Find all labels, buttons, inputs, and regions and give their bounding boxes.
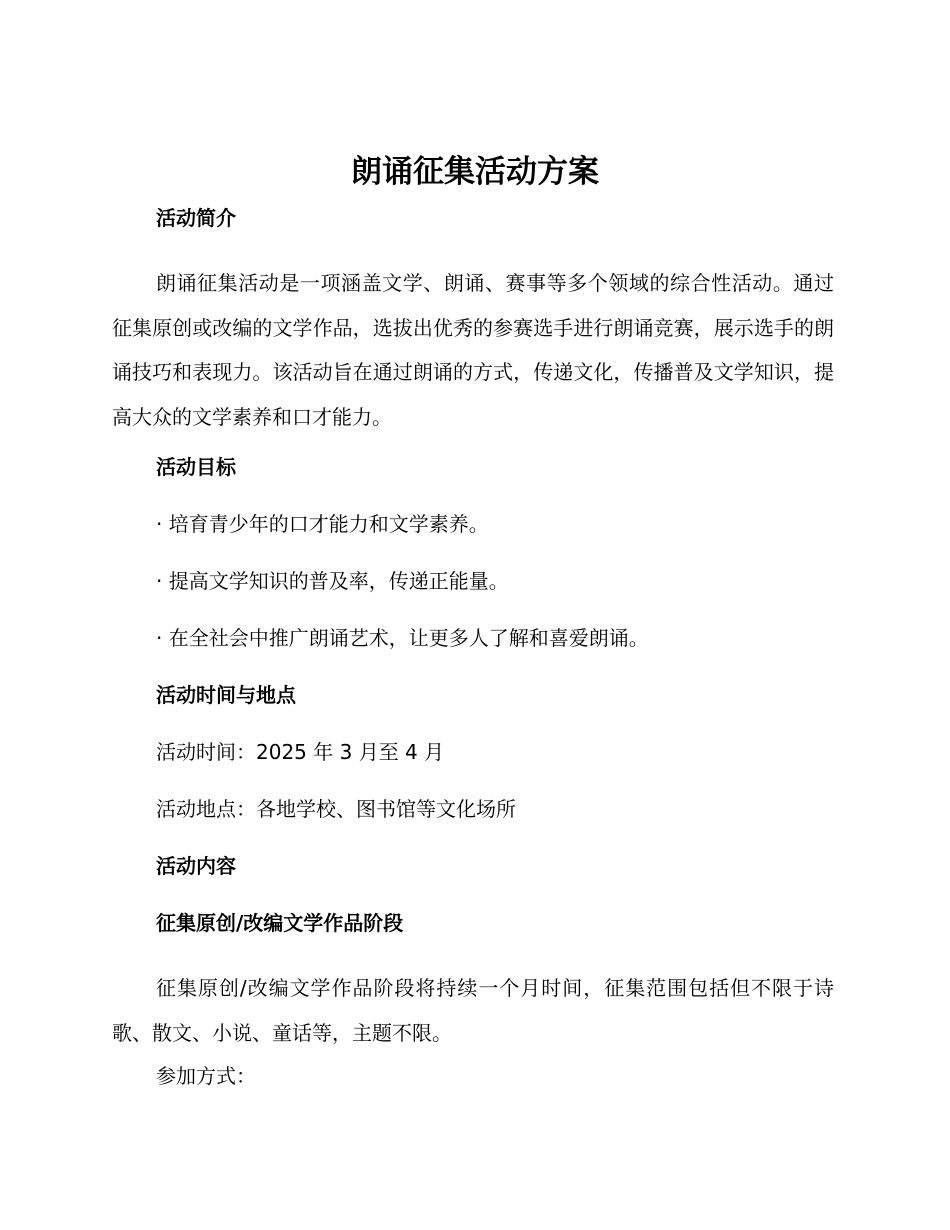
goal-item: · 培育青少年的口才能力和文学素养。 bbox=[156, 512, 489, 536]
intro-paragraph: 朗诵征集活动是一项涵盖文学、朗诵、赛事等多个领域的综合性活动。通过征集原创或改编的文学作品，选拔出优秀的参赛选手进行朗诵竞赛，展示选手的朗诵技巧和表现力。该活动旨在通过朗诵的方式，传递文化，传播普及文学知识，提高大众的文学素养和口才能力。 bbox=[112, 271, 834, 429]
document-body bbox=[112, 204, 834, 1119]
stage-paragraph: 征集原创/改编文学作品阶段将持续一个月时间，征集范围包括但不限于诗歌、散文、小说、童话等，主题不限。 bbox=[112, 976, 834, 1045]
activity-place: 活动地点：各地学校、图书馆等文化场所 bbox=[156, 797, 516, 821]
document-title: 朗诵征集活动方案 bbox=[351, 154, 599, 190]
section-heading-content: 活动内容 bbox=[156, 854, 236, 878]
subsection-heading-stage: 征集原创/改编文学作品阶段 bbox=[156, 911, 404, 935]
section-heading-goals: 活动目标 bbox=[156, 455, 236, 479]
activity-time: 活动时间：2025 年 3 月至 4 月 bbox=[156, 740, 445, 764]
section-heading-intro: 活动简介 bbox=[156, 206, 236, 230]
participation-label: 参加方式： bbox=[156, 1064, 256, 1088]
goal-item: · 提高文学知识的普及率，传递正能量。 bbox=[156, 569, 509, 593]
section-heading-time-place: 活动时间与地点 bbox=[156, 683, 296, 707]
goal-item: · 在全社会中推广朗诵艺术，让更多人了解和喜爱朗诵。 bbox=[156, 626, 649, 650]
